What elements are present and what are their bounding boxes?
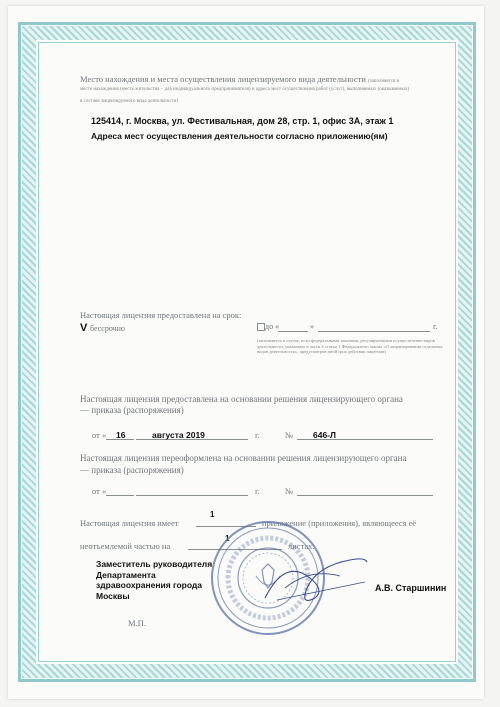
term-note: (заполняется в случае, если федеральными законами, регулирующими осуществление видов деятельности, указанных в части 4 статьи 1 Федерального закона «О лицензировании отдельных видов деятельности», предусмотрен иной срок действия лицензии) — [257, 338, 443, 354]
appendix-text-4: листах. — [288, 541, 315, 551]
appendix-text-2: приложение (приложения), являющееся её — [262, 518, 417, 528]
granted-number-label: № — [285, 430, 294, 440]
reissued-text-1: Настоящая лицензия переоформлена на основании решения лицензирующего органа — [80, 453, 407, 463]
signatory-position-line-4: Москвы — [96, 590, 130, 601]
appendix-text-3: неотъемлемой частью на — [80, 541, 171, 551]
reissued-year-suffix: г. — [255, 486, 260, 496]
locations-note-1: (заполняется в — [368, 79, 399, 84]
term-until-mid: » — [310, 322, 314, 331]
granted-text-2: — приказа (распоряжения) — [80, 405, 184, 415]
reissued-text-2: — приказа (распоряжения) — [80, 465, 184, 475]
stamp-place-label: М.П. — [128, 618, 146, 628]
reissued-number-line — [297, 495, 433, 496]
indefinite-checkmark: V — [80, 322, 88, 334]
granted-year-suffix: г. — [255, 430, 260, 440]
locations-heading-block — [80, 74, 460, 85]
term-until-month-line — [318, 331, 430, 332]
reissued-number-label: № — [285, 486, 294, 496]
reissued-from-label: от « — [92, 486, 107, 496]
granted-number: 646-Л — [313, 430, 336, 440]
signatory-position-line-3: здравоохранения города — [96, 580, 203, 590]
until-date-checkbox — [257, 323, 265, 331]
appendix-text-1: Настоящая лицензия имеет — [80, 518, 179, 528]
appendix-addresses-note: Адреса мест осуществления деятельности согласно приложению(ям) — [91, 131, 388, 141]
term-until-day-line — [278, 331, 308, 332]
locations-heading: Место нахождения и места осуществления лицензируемого вида деятельности — [80, 74, 366, 84]
signatory-position-line-1: Заместитель руководителя — [96, 559, 213, 569]
term-until-suffix: г. — [433, 322, 438, 331]
term-indefinite-label: бессрочно — [90, 324, 125, 333]
granted-day: 16 — [116, 430, 126, 440]
term-heading: Настоящая лицензия предоставлена на срок: — [80, 310, 242, 320]
appendix-pages: 1 — [225, 534, 230, 543]
reissued-day-line — [106, 495, 134, 496]
locations-note-3: в составе лицензируемого вида деятельности) — [80, 99, 179, 104]
granted-text-1: Настоящая лицензия предоставлена на основании решения лицензирующего органа — [80, 394, 403, 404]
locations-note-2: месте нахождения (месте жительства – для индивидуального предпринимателя) и адреса мест осуществления работ (услуг), выполняемых (оказываемых) — [80, 87, 410, 92]
signatory-name: А.В. Старшинин — [375, 583, 447, 593]
granted-from-label: от « — [92, 430, 107, 440]
granted-month-year: августа 2019 — [152, 430, 205, 440]
signatory-position-line-2: Департамента — [96, 569, 156, 580]
appendix-count: 1 — [210, 510, 215, 519]
signatory-position — [96, 559, 212, 601]
license-address: 125414, г. Москва, ул. Фестивальная, дом 28, стр. 1, офис 3А, этаж 1 — [91, 116, 394, 126]
term-until-prefix: до « — [265, 322, 280, 331]
signature-icon — [255, 548, 375, 608]
reissued-month-line — [136, 495, 248, 496]
